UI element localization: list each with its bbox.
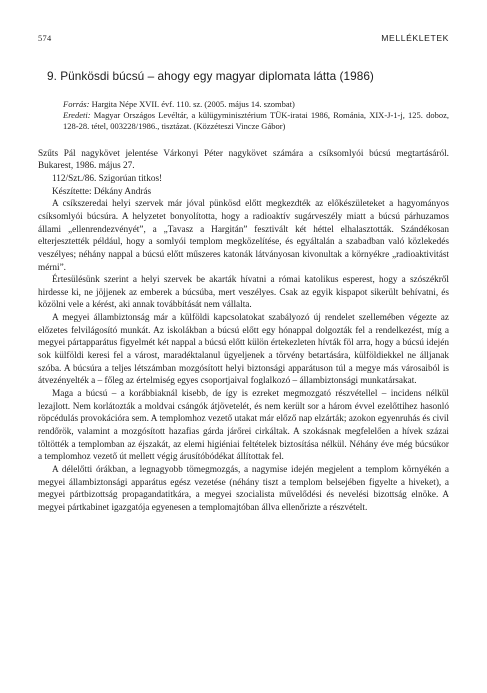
- running-head: [38, 33, 449, 47]
- page-number: 574: [38, 34, 52, 43]
- body-paragraph: A délelőtti órákban, a legnagyobb tömegmozgás, a nagymise idején megjelent a templom környékén a megyei állambiztonsági apparátus egész vezetése (néhány tiszt a templom belsejében figyelte a hiveket), a megyei pártbizottság propagandatitkára, a megyei szocialista művelődési és nevelési bizottság elnöke. A megyei pártkabinet igazgatója egyenesen a templomajtóban állva ellenőrizte a részvételt.: [38, 465, 449, 513]
- eredeti-line: [63, 110, 449, 132]
- forras-label: Forrás:: [63, 99, 90, 109]
- forras-line: [63, 99, 449, 110]
- body-paragraph: Maga a búcsú – a korábbiaknál kisebb, de így is ezreket megmozgató részvétellel – incidens nélkül lezajlott. Nem korlátozták a moldvai csángók átjövetelét, és nem került sor a három évvel ezelőttihez hasonló röpcédulás provokációra sem. A templomhoz vezető utakat már előző nap elzárták; azokon egyenruhás és civil rendőrök, valamint a mozgósított hazafias gárda járőrei cirkáltak. A szokásnak megfelelően a hívek százai töltötték a templomban az éjszakát, az elemi higiéniai feltételek biztosítása nélkül. Néhány éve még búcsúkor a templomhoz vezető út mellett végig árusítóbódékat állítottak fel.: [38, 389, 449, 463]
- running-title: MELLÉKLETEK: [381, 33, 449, 43]
- report-heading: Szűts Pál nagykövet jelentése Várkonyi Péter nagykövet számára a csíksomlyói búcsú megtartásáról. Bukarest, 1986. május 27.: [38, 148, 449, 172]
- source-block: [63, 99, 449, 133]
- document-body: [38, 148, 449, 515]
- author-line: Készítette: Dékány András: [52, 186, 152, 197]
- document-page: [38, 33, 449, 515]
- forras-text: Hargita Népe XVII. évf. 110. sz. (2005. május 14. szombat): [91, 99, 295, 109]
- body-paragraph: Értesülésünk szerint a helyi szervek be akarták hívatni a római katolikus esperest, hogy a szószékről hirdesse ki, ne jöjjenek az emberek a búcsúba, mert veszélyes. Csak az egyik kispapot sikerült behívatni, és közölni vele a kérést, aki annak továbbítását nem vállalta.: [38, 275, 449, 311]
- reference-number: 112/Szt./86. Szigorúan titkos!: [52, 173, 163, 184]
- body-paragraph: A megyei állambiztonság már a külföldi kapcsolatokat szabályozó új rendelet szellemében végezte az előzetes felvilágosító munkát. Az iskolákban a búcsú előtt egy hónappal dolgozták fel a rendelkezést, míg a megyei pártapparátus figyelmét két nappal a búcsú előtt külön értekezleten hívták föl arra, hogy a búcsú idején sok külföldi keresi fel a várost, maradéktalanul ügyeljenek a törvény betartására, külföldiekkel ne álljanak szóba. A búcsúra a teljes létszámban mozgósított helyi biztonsági apparátuson túl a megye más városaiból is átvezényelték a – főleg az értelmiség egyes csoportjaival foglalkozó – állambiztonsági munkatársakat.: [38, 313, 449, 387]
- eredeti-label: Eredeti:: [63, 110, 91, 121]
- body-paragraph: A csíkszeredai helyi szervek már jóval pünkösd előtt megkezdték az előkészületeket a hagyományos csíksomlyói búcsúra. A helyzetet bonyolította, hogy a radioaktív sugárveszély miatt a búcsú párhuzamos állami „ellenrendezvényét”, a „Tavasz a Hargitán” fesztivált két héttel elhalasztották. Szándékosan elterjesztették például, hogy a somlyói templom megközelítése, és egyáltalán a szabadban való közlekedés veszélyes; néhány nappal a búcsú előtt műszeres katonák látványosan kivonultak a környékre „radioaktivitást mérni”.: [38, 199, 449, 273]
- eredeti-text: Magyar Országos Levéltár, a külügyminisztérium TÜK-iratai 1986, Románia, XIX-J-1-j, 125. doboz, 128-28. tétel, 003228/1986., tisztázat. (Közzéteszi Vincze Gábor): [63, 110, 450, 132]
- section-title: 9. Pünkösdi búcsú – ahogy egy magyar diplomata látta (1986): [47, 69, 374, 83]
